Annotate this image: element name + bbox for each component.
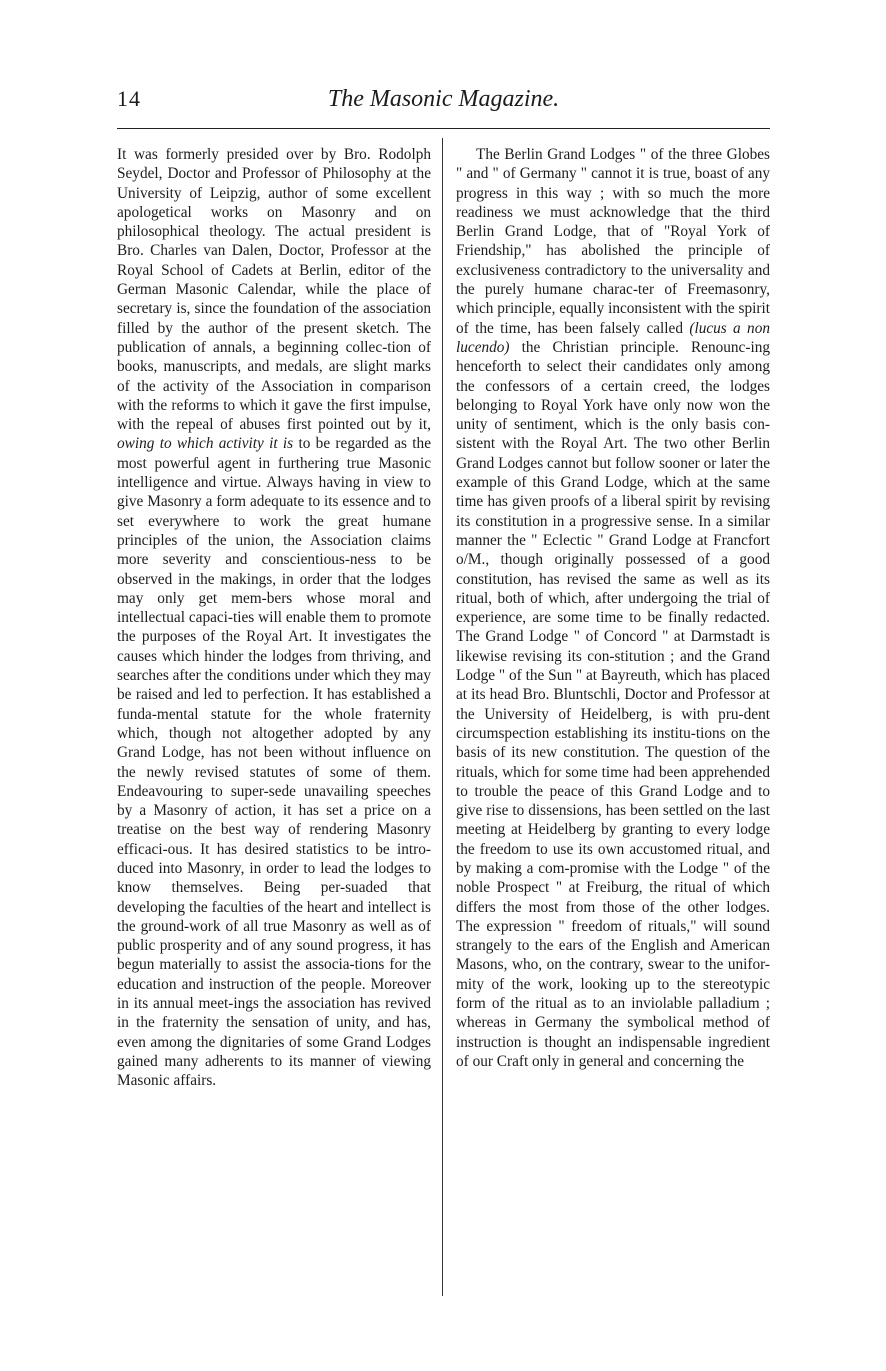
right-italic-phrase: (lucus a non lucendo) [456, 319, 770, 356]
left-paragraph [117, 145, 431, 1091]
left-text-tail: to be regarded as the most powerful agent in furthering true Masonic intelligence and virtue. Always having in view to give Masonry a form adequate to its essence and to set everywhere to work the great humane principles of the union, the Association claims more severity and conscientious-ness to be observed in the makings, in order that the lodges may only get mem-bers whose moral and intellectual capaci-ties will enable them to promote the purposes of the Royal Art. It investigates the causes which hinder the lodges from thriving, and searches after the conditions under which they may be raised and led to perfection. It has established a funda-mental statute for the whole fraternity which, though not altogether adopted by any Grand Lodge, has not been without influence on the newly revised statutes of some of them. Endeavouring to super-sede unavailing speeches by a Masonry of action, it has set a price on a treatise on the best way of rendering Masonry efficaci-ous. It has desired statistics to be intro-duced into Masonry, in order to lead the lodges to know themselves. Being per-suaded that developing the faculties of the heart and intellect is the ground-work of all true Masonry as well as of public prosperity and of any sound progress, it has begun materially to assist the associa-tions for the education and instruction of the people. Moreover in its annual meet-ings the association has revived in the fraternity the sensation of unity, and has, even among the dignitaries of some Grand Lodges gained many adherents to its manner of viewing Masonic affairs. [117, 435, 431, 1090]
left-italic-phrase: owing to which activity it is [117, 435, 294, 453]
right-text-tail: the Christian principle. Renounc-ing henceforth to select their candidates only among the confessors of a certain creed, the lodges belonging to Royal York have only now won the unity of sentiment, which is the only basis con-sistent with the Royal Art. The two other Berlin Grand Lodges cannot but follow sooner or later the example of this Grand Lodge, which at the same time has given proofs of a liberal spirit by revising its constitution in a progressive sense. In a similar manner the " Eclectic " Grand Lodge at Francfort o/M., though originally possessed of a good constitution, has revised the same as well as its ritual, both of which, after undergoing the trial of experience, are some time to be finally redacted. The Grand Lodge " of Concord " at Darmstadt is likewise revising its con-stitution ; and the Grand Lodge " of the Sun " at Bayreuth, which has placed at its head Bro. Bluntschli, Doctor and Professor at the University of Heidelberg, is with pru-dent circumspection establishing its institu-tions on the basis of its new constitution. The question of the rituals, which for some time had been apprehended to trouble the peace of this Grand Lodge and to give rise to dissensions, has been settled on the last meeting at Heidelberg by granting to every lodge the freedom to use its own accustomed ritual, and by making a com-promise with the Lodge " of the noble Prospect " at Freiburg, the ritual of which differs the most from those of the other lodges. The expression " freedom of rituals," will sound strangely to the ears of the English and American Masons, who, on the contrary, swear to the unifor-mity of the work, looking up to the stereotypic form of the ritual as to an inviolable palladium ; whereas in Germany the symbolical method of instruction is thought an indispensable ingredient of our Craft only in general and concerning the [456, 338, 770, 1070]
left-text-head: It was formerly presided over by Bro. Rodolph Seydel, Doctor and Professor of Philosophy at the University of Leipzig, author of some excellent apologetical works on Masonry and on philosophical theology. The actual president is Bro. Charles van Dalen, Doctor, Professor at the Royal School of Cadets at Berlin, editor of the German Masonic Calendar, while the place of secretary is, since the foundation of the association filled by the author of the present sketch. The publication of annals, a beginning collec-tion of books, manuscripts, and medals, are slight marks of the activity of the Association in comparison with the reforms to which it gave the first impulse, with the repeal of abuses first pointed out by it, [117, 146, 431, 434]
left-column [117, 145, 431, 1091]
running-title: The Masonic Magazine. [327, 86, 560, 112]
right-paragraph [456, 145, 770, 1071]
page-header [117, 86, 770, 122]
page-number: 14 [117, 86, 141, 111]
right-column [456, 145, 770, 1071]
right-text-head: The Berlin Grand Lodges " of the three Globes " and " of Germany " cannot it is true, boast of any progress in this way ; with so much the more readiness we must acknowledge that the third Berlin Grand Lodge, that of "Royal York of Friendship," has abolished the principle of exclusiveness contradictory to the universality and the purely humane charac-ter of Freemasonry, which principle, equally inconsistent with the spirit of the time, has been falsely called [456, 146, 770, 337]
header-rule [117, 128, 770, 129]
column-divider [442, 138, 443, 1296]
